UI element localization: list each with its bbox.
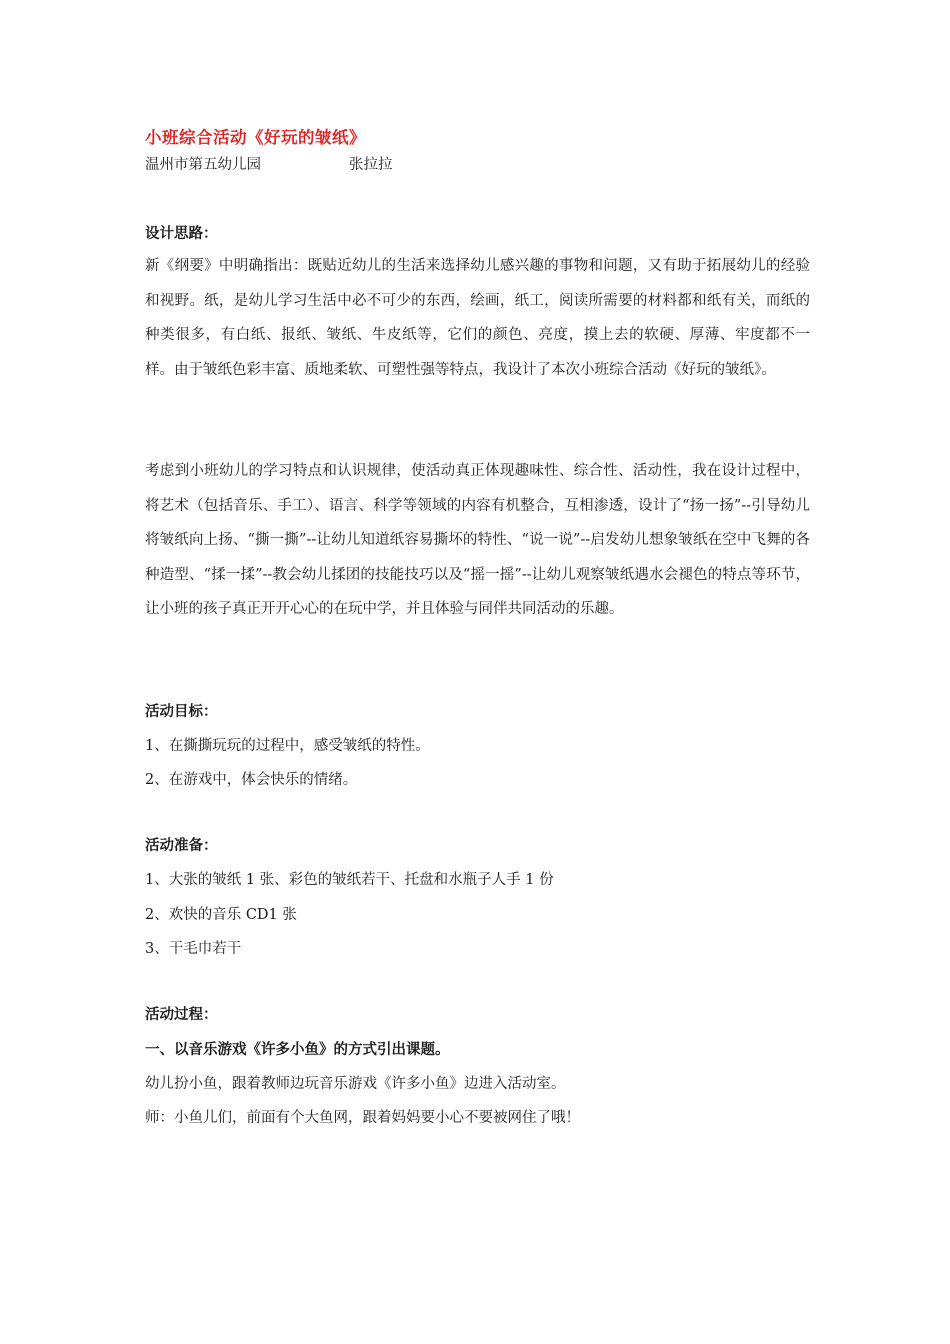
- design-paragraph-1: 新《纲要》中明确指出：既贴近幼儿的生活来选择幼儿感兴趣的事物和问题，又有助于拓展幼儿的经验和视野。纸，是幼儿学习生活中必不可少的东西，绘画，纸工，阅读所需要的材料都和纸有关，而纸的种类很多，有白纸、报纸、皱纸、牛皮纸等，它们的颜色、亮度，摸上去的软硬、厚薄、牢度都不一样。由于皱纸色彩丰富、质地柔软、可塑性强等特点，我设计了本次小班综合活动《好玩的皱纸》。: [145, 258, 810, 378]
- process-heading: 活动过程：: [145, 1007, 218, 1023]
- prep-item: 2、欢快的音乐 CD1 张: [145, 907, 297, 923]
- byline: [145, 153, 393, 174]
- design-paragraph-2: 考虑到小班幼儿的学习特点和认识规律，使活动真正体现趣味性、综合性、活动性，我在设计过程中，将艺术（包括音乐、手工）、语言、科学等领域的内容有机整合，互相渗透，设计了“扬一扬”--引导幼儿将皱纸向上扬、“撕一撕”--让幼儿知道纸容易撕坏的特性、“说一说”--启发幼儿想象皱纸在空中飞舞的各种造型、“揉一揉”--教会幼儿揉团的技能技巧以及“摇一摇”--让幼儿观察皱纸遇水会褪色的特点等环节，让小班的孩子真正开开心心的在玩中学，并且体验与同伴共同活动的乐趣。: [145, 463, 810, 617]
- process-step-title: 一、以音乐游戏《许多小鱼》的方式引出课题。: [145, 1042, 450, 1058]
- prep-item: 1、大张的皱纸 1 张、彩色的皱纸若干、托盘和水瓶子人手 1 份: [145, 872, 554, 888]
- goal-item: 1、在撕撕玩玩的过程中，感受皱纸的特性。: [145, 738, 430, 754]
- author-name: 张拉拉: [349, 157, 393, 173]
- prep-heading: 活动准备：: [145, 838, 218, 854]
- document-title: 小班综合活动《好玩的皱纸》: [145, 128, 366, 147]
- school-name: 温州市第五幼儿园: [145, 157, 261, 173]
- goal-item: 2、在游戏中，体会快乐的情绪。: [145, 772, 358, 788]
- goals-heading: 活动目标：: [145, 704, 218, 720]
- process-line: 幼儿扮小鱼，跟着教师边玩音乐游戏《许多小鱼》边进入活动室。: [145, 1076, 566, 1092]
- design-heading: 设计思路：: [145, 226, 218, 242]
- prep-item: 3、干毛巾若干: [145, 941, 242, 957]
- process-line: 师：小鱼儿们，前面有个大鱼网，跟着妈妈要小心不要被网住了哦！: [145, 1110, 580, 1126]
